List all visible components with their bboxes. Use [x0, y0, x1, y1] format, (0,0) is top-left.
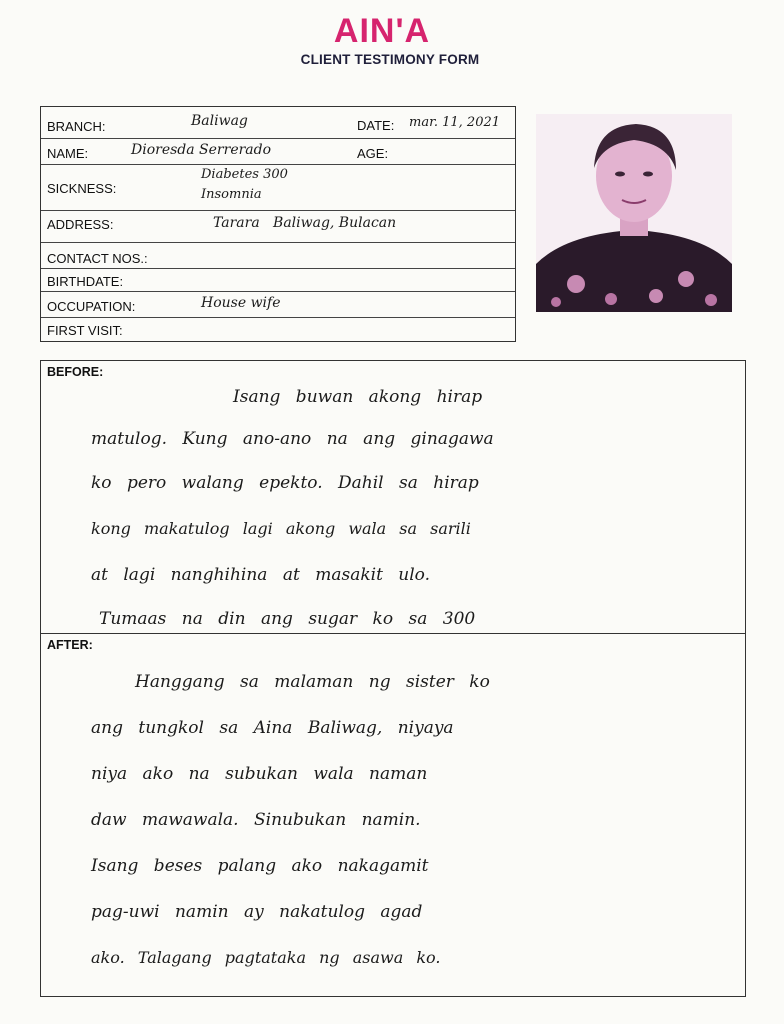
- before-line-5: at lagi nanghihina at masakit ulo.: [91, 565, 431, 585]
- row-first-visit: [41, 318, 515, 341]
- after-line-6: pag-uwi namin ay nakatulog agad: [91, 902, 423, 922]
- after-label: AFTER:: [47, 638, 93, 652]
- name-value: Dioresda Serrerado: [131, 142, 272, 158]
- row-sickness: [41, 165, 515, 211]
- client-photo: [536, 114, 732, 312]
- contact-label: CONTACT NOS.:: [47, 251, 148, 266]
- branch-value: Baliwag: [191, 113, 248, 129]
- address-value: Tarara Baliwag, Bulacan: [213, 215, 397, 231]
- occupation-label: OCCUPATION:: [47, 299, 136, 314]
- before-line-1: Isang buwan akong hirap: [233, 387, 483, 407]
- sickness-value-1: Diabetes 300: [201, 167, 288, 182]
- row-contact: [41, 243, 515, 269]
- row-address: [41, 211, 515, 243]
- birthdate-label: BIRTHDATE:: [47, 274, 124, 289]
- after-line-2: ang tungkol sa Aina Baliwag, niyaya: [91, 718, 454, 738]
- after-line-5: Isang beses palang ako nakagamit: [91, 856, 429, 876]
- before-section: [40, 360, 746, 634]
- after-line-1: Hanggang sa malaman ng sister ko: [135, 672, 490, 692]
- client-info-box: [40, 106, 516, 342]
- address-label: ADDRESS:: [47, 217, 114, 232]
- occupation-value: House wife: [201, 295, 281, 311]
- brand-logo: AIN'A: [333, 12, 431, 50]
- sickness-label: SICKNESS:: [47, 181, 117, 196]
- age-label: AGE:: [357, 146, 389, 161]
- branch-label: BRANCH:: [47, 119, 106, 134]
- after-section: [40, 633, 746, 997]
- form-title: CLIENT TESTIMONY FORM: [300, 52, 480, 67]
- after-line-7: ako. Talagang pagtataka ng asawa ko.: [91, 948, 441, 967]
- before-line-4: kong makatulog lagi akong wala sa sarili: [91, 519, 471, 538]
- before-label: BEFORE:: [47, 365, 104, 379]
- row-occupation: [41, 292, 515, 318]
- row-birthdate: [41, 269, 515, 292]
- date-value: mar. 11, 2021: [409, 115, 501, 130]
- date-label: DATE:: [357, 118, 395, 133]
- before-line-2: matulog. Kung ano-ano na ang ginagawa: [91, 429, 494, 449]
- row-branch: [41, 107, 515, 139]
- before-line-6: Tumaas na din ang sugar ko sa 300: [99, 609, 476, 629]
- row-name: [41, 139, 515, 165]
- name-label: NAME:: [47, 146, 89, 161]
- sickness-value-2: Insomnia: [201, 187, 262, 202]
- first-visit-label: FIRST VISIT:: [47, 323, 123, 338]
- after-line-3: niya ako na subukan wala naman: [91, 764, 428, 784]
- after-line-4: daw mawawala. Sinubukan namin.: [91, 810, 421, 830]
- before-line-3: ko pero walang epekto. Dahil sa hirap: [91, 473, 479, 493]
